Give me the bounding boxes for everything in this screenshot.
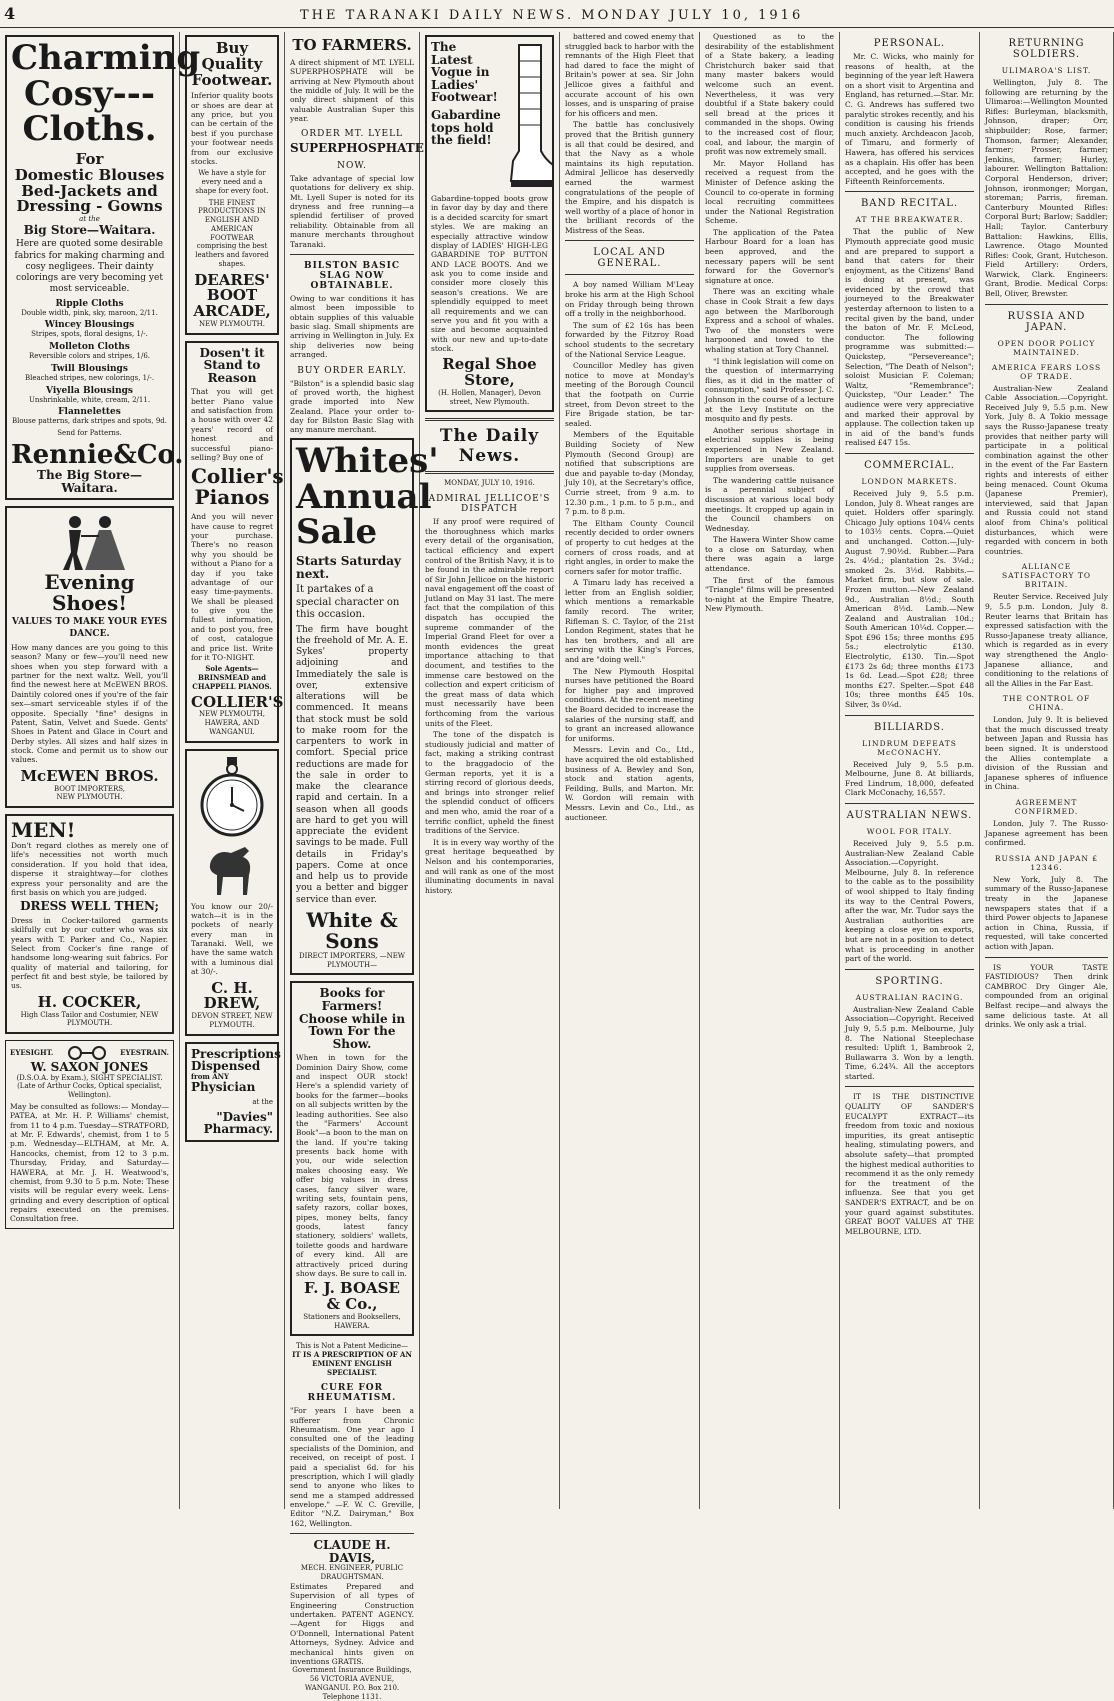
cocker-body: Don't regard clothes as merely one of life's necessities not worth much consideration. If you hold that idea, disperse it straightway—for clothes express your personality and are the first basis on which you are judged. [11, 841, 168, 897]
deares-line-2: THE FINEST PRODUCTIONS IN ENGLISH AND AMERICAN FOOTWEAR comprising the best leathers and favored shapes. [195, 198, 269, 268]
russia-body: Australian-New Zealand Cable Association.—Copyright. Received July 9, 5.5 p.m. New York, July 8. A Tokio message says the Russo-Japanese treaty provides that neither party will participate in a political combination against the other in the event of the Far Eastern rights and interests of either being menaced. Count Okuma (Japanese Premier), interviewed, said that Japan and Russia could not stand aloof from China's political disturbances, which were regarded with concern in both countries. [985, 383, 1108, 556]
rennie-at-the: at the [79, 215, 100, 224]
local-item: The sum of £2 16s has been forwarded by the Fitzroy Road school students to the secretary of the National Service League. [565, 320, 694, 359]
column-7 [840, 32, 980, 1509]
russia-japan-sub: RUSSIA AND JAPAN £ 12346. [994, 853, 1099, 872]
local-item: A Timaru lady has received a letter from an English soldier, which mentions a remarkable family record. The writer, Rifleman S. C. Taylor, of the 21st London Regiment, states that he has ten brothers, and all are serving with the King's Forces, and are "doing well." [565, 578, 694, 665]
cambroc-advertisement: IS YOUR TASTE FASTIDIOUS? Then drink CAMBROC Dry Ginger Ale, compounded from an original Belfast recipe—and always the same delicious taste. At all drinks. We only ask a trial. [985, 962, 1108, 1030]
rennie-for: For [75, 150, 104, 169]
collier-agents: Sole Agents— BRINSMEAD and CHAPPELL PIANOS. [192, 664, 272, 691]
alliance-sub: ALLIANCE SATISFACTORY TO BRITAIN. [1001, 562, 1091, 590]
rennie-firm: Rennie&Co. [11, 439, 184, 470]
america-sub: AMERICA FEARS LOSS OF TRADE. [991, 362, 1102, 381]
deares-firm: DEARES' BOOT ARCADE, [193, 270, 271, 320]
collier-body-2: And you will never have cause to regret your purchase. There's no reason why you should be without a Piano for a day if you take advantage of our easy time-payments. We shall be pleased to give you the fullest information, and to post you, free of cost, catalogue and price list. Write for it TO-NIGHT. [191, 512, 273, 662]
rheumatism-notice [290, 1342, 414, 1528]
farmers-title: TO FARMERS. [292, 36, 412, 54]
whites-role: DIRECT IMPORTERS, —NEW PLYMOUTH— [298, 951, 405, 969]
china-body: London, July 9. It is believed that the much discussed treaty between Japan and Russia has been signed. It is understood the Allies contemplate a division of the Russian and Japanese spheres of influence in China. [985, 715, 1108, 792]
divider [425, 418, 554, 421]
davis-name: CLAUDE H. DAVIS, [313, 1538, 391, 1565]
jones-advertisement [5, 1040, 174, 1229]
pharmacy-type: Pharmacy. [203, 1122, 273, 1137]
rennie-store: Big Store—Waitara. [23, 222, 156, 237]
australian-news-title: AUSTRALIAN NEWS. [846, 810, 973, 821]
boase-firm: F. J. BOASE & Co., [304, 1279, 400, 1314]
sanders-advertisement: IT IS THE DISTINCTIVE QUALITY OF SANDER'S EUCALYPT EXTRACT—its freedom from toxic and noxious impurities, its great antiseptic healing, stimulating powers, and absolute safety—that prompted the highest medical authorities to recommend it as the only remedy for the treatment of the influenza. See that you get SANDER'S EXTRACT, and be on your guard against substitutes. GREAT BOOT VALUES AT THE MELBOURNE, LTD. [845, 1092, 974, 1236]
local-item: Messrs. Levin and Co., Ltd., have acquired the old established business of A. Bewley and Son, stock and station agents, Feilding, Bulls, and Marton. Mr. W. Gordon will remain with Messrs. Levin and Co., Ltd., as auctioneer. [565, 745, 694, 822]
farmers-notice [290, 36, 424, 249]
davis-role: MECH. ENGINEER, PUBLIC DRAUGHTSMAN. [300, 1564, 404, 1582]
rheumatism-title: IT IS A PRESCRIPTION OF AN EMINENT ENGLISH SPECIALIST. [292, 1350, 412, 1377]
wool-sub: WOOL FOR ITALY. [866, 827, 953, 836]
local-title: LOCAL AND GENERAL. [593, 247, 666, 270]
billiards-sub: LINDRUM DEFEATS McCONACHY. [862, 738, 957, 757]
returning-title: RETURNING SOLDIERS. [1008, 38, 1085, 60]
regal-sub: Gabardine tops hold the field! [431, 107, 501, 148]
newspaper-title: THE TARANAKI DAILY NEWS. MONDAY JULY 10, 1916 [300, 8, 804, 23]
mcewen-sub: VALUES TO MAKE YOUR EYES DANCE. [11, 617, 168, 639]
davis-body: Estimates Prepared and Supervision of all types of Engineering Construction undertaken. PATENT AGENCY.—Agent for Higgs and O'Donnell, International Patent Attorneys, Sydney. Advice and mechanical hints given on inventions GRATIS. [290, 1581, 414, 1666]
rennie-item: Ripple Cloths Double width, pink, sky, maroon, 2/11. [21, 298, 158, 317]
basic-slag-title: BILSTON BASIC SLAG NOW OBTAINABLE. [303, 260, 400, 291]
boase-body: When in town for the Dominion Dairy Show, come and inspect OUR stock! Here's a splendid variety of books for the farmer—books on all subjects written by the leading authorities. See also the "Farmers' Account Book"—a boon to the man on the land. If you're taking presents back home with you, our wide selection makes choosing easy. We offer big values in dress cases, fancy silver ware, writing sets, fountain pens, safety razors, collar boxes, pipes, money belts, fancy goods, latest fancy stationery, soldiers' wallets, toilette goods and hardware of every kind. All are attractively priced during show days. Be sure to call in. [296, 1053, 408, 1278]
divider [985, 957, 1108, 958]
collier-body: That you will get better Piano value and satisfaction from a house with over 42 years' record of honest and successful piano-selling? Buy one of [191, 387, 273, 462]
rennie-item: Twill Blousings Bleached stripes, new colorings, 1/-. [24, 363, 155, 382]
band-body: That the public of New Plymouth appreciate good music and are prepared to support a band that caters for their enjoyment, as the Citizens' Band is doing at present, was evidenced by the crowd that journeyed to the Breakwater yesterday afternoon to listen to a recital given by the band, under the baton of Mr. F. McLeod, conductor. The following programme was submitted:—Quickstep, "Persevereance"; Selection, "The Death of Nelson"; soloist Musician F. Coleman; Waltz, "Remembrance"; Quickstep, "Our Leader." The audience were very appreciative and marked their approval by applause. The collection taken up in aid of the band's funds realised £47 15s. [845, 227, 974, 448]
local-item: "I think legislation will come on the question of intermarrying flies, as it did in the matter of consumption," said Professor J. C. Johnson in the course of a lecture at the Levy Institute on the mosquito and fly pests. [705, 356, 834, 424]
wool-body: Received July 9, 5.5 p.m. Australian-New Zealand Cable Association.—Copyright. Melbourne, July 8. In reference to the cable as to the possibility of wool shipped to Italy finding its way to the Central Powers, after the war, Mr. Tudor says the Australian authorities are keeping a close eye on exports, but are not in a position to detect what is proceeding in another part of the world. [845, 839, 974, 964]
farmers-order: ORDER MT. LYELL [300, 129, 404, 140]
rennie-uses: Domestic Blouses Bed-Jackets and Dressing - Gowns [14, 165, 165, 216]
basic-slag-order: BUY ORDER EARLY. [297, 365, 407, 376]
local-item: Councillor Medley has given notice to move at Monday's meeting of the Borough Council that the footpath on Currie street, from Devon street to the Fire Brigade station, be tar-sealed. [565, 361, 694, 428]
pocket-watch-icon [197, 755, 267, 839]
page-number: 4 [4, 4, 16, 23]
farmers-body: A direct shipment of MT. LYELL SUPERPHOSPHATE will be arriving at New Plymouth about the middle of July. It will be the only direct shipment of this valuable Australian Super this year. [290, 57, 414, 123]
rennie-intro: Here are quoted some desirable fabrics for making charming and cosy negligees. Their dainty colorings are very becoming yet most serviceable. [14, 239, 165, 295]
ulimaroa-sub: ULIMAROA'S LIST. [1001, 66, 1092, 75]
regal-firm: Regal Shoe Store, [442, 355, 537, 390]
personal-body: Mr. C. Wicks, who mainly for reasons of health, at the beginning of the year left Hawera on a short visit to Argentina and England, has returned.—Star. Mr. C. G. Andrews has suffered two paralytic strokes recently, and his condition is causing his friends much anxiety. Archdeacon Jacob, of Timaru, and formerly of Hawera, has offered his services as a chaplain. His offer has been accepted, and he goes with the Fifteenth Reinforcements. [845, 52, 974, 186]
pharmacy-line-2: Dispensed [191, 1059, 261, 1074]
pharmacy-name: "Davies" [216, 1109, 273, 1124]
jones-body: May be consulted as follows:— Monday—PATEA, at Mr. H. P. Williams' chemist, from 11 to 4 p.m. Tuesday—STRATFORD, at Mr. F. Edwards', chemist, from 1 to 5 p.m. Wednesday—ELTHAM, at Mr. A. Hancocks, chemist, from 12 to 3 p.m. Thursday, Friday, and Saturday—HAWERA, at Mr. J. H. Weatwood's, chemist, from 9.30 to 5 p.m. Note: These visits will be regular every week. Lens-grinding and every description of optical repairs executed on the premises. Consultation free. [10, 1101, 169, 1224]
boot-icon [505, 41, 557, 191]
collier-towns: NEW PLYMOUTH, HAWERA, AND WANGANUI. [199, 710, 265, 736]
cocker-body-2: Dress in Cocker-tailored garments skilfully cut by our cutter who was six years with T. Parker and Co., Napier. Select from Cocker's fine range of handsome long-wearing suit fabrics. For quality of material and tailoring, for perfect fit and best style, be tailored by us. [11, 915, 168, 991]
regal-headline: The Latest Vogue in Ladies' Footwear! [431, 40, 498, 105]
rennie-item: Wincey Blousings Stripes, spots, floral designs, 1/-. [31, 320, 148, 339]
spectacles-icon [62, 1045, 112, 1061]
local-item: The wandering cattle nuisance is a perennial subject of discussion at various local body meetings. It cropped up again in the Council chambers on Wednesday. [705, 475, 834, 533]
alliance-body: Reuter Service. Received July 9, 5.5 p.m. London, July 8. Reuter learns that Britain has expressed satisfaction with the Russo-Japanese treaty alliance, which is regarded as in every way strengthened the Anglo-Japanese alliance, and conditioning to the relations of all the Allies in the Far East. [985, 592, 1108, 688]
whites-body: It partakes of a special character on this occasion. [296, 584, 400, 621]
paper-date: MONDAY, JULY 10, 1916. [444, 479, 535, 488]
horse-icon [197, 839, 267, 899]
billiards-body: Received July 9, 5.5 p.m. Melbourne, June 8. At billiards, Fred Lindrum, 18,000, defeated Clark McConachy, 16,557. [845, 759, 974, 798]
whites-title-3: Sale [296, 512, 378, 553]
cocker-advertisement [5, 814, 174, 1034]
cocker-sub: DRESS WELL THEN; [20, 899, 159, 914]
local-item: Mr. Mayor Holland has received a request from the Minister of Defence asking the Council to co-operate in forming local recruiting committees under the National Registration Scheme. [705, 158, 834, 226]
column-1 [0, 32, 201, 1509]
local-item: The application of the Patea Harbour Board for a loan has been approved, and the necessary papers will be sent forward for the Governor's signature at once. [705, 227, 834, 285]
rennie-send: Send for Patterns. [57, 429, 122, 438]
drew-address: DEVON STREET, NEW PLYMOUTH. [191, 1012, 273, 1029]
editorial-title: ADMIRAL JELLICOE'S DISPATCH [428, 494, 551, 515]
jones-name: W. SAXON JONES [30, 1060, 149, 1075]
sporting-title: SPORTING. [875, 975, 944, 987]
boase-headline: Books for Farmers! Choose while in Town For the Show. [298, 986, 406, 1051]
drew-firm: C. H. DREW, [203, 978, 261, 1013]
divider [845, 1086, 974, 1087]
pharmacy-advertisement [185, 1042, 279, 1142]
basic-slag-body-2: "Bilston" is a splendid basic slag of proved worth, the highest grade imported into New Zealand. Place your order to-day for Bilston Basic Slag with any manure merchant. [290, 378, 414, 435]
deares-town: NEW PLYMOUTH. [199, 319, 265, 328]
rennie-items [11, 299, 168, 427]
regal-advertisement [425, 35, 554, 412]
divider [425, 471, 554, 474]
divider [845, 715, 974, 716]
pharmacy-line-4: Physician [191, 1080, 256, 1095]
jones-header [10, 1045, 169, 1061]
regal-address: (H. Hollen, Manager), Devon street, New Plymouth. [438, 388, 541, 406]
whites-body-2: The firm have bought the freehold of Mr. A. E. Sykes' property adjoining and Immediately the sale is over, extensive alterations will be commenced. It means that stock must be sold to make room for the carpenters to work in comfort. Special price reductions are made for the sale in order to make the clearance rapid and certain. In a season when all goods are hard to get you will appreciate the evident savings to be made. Full details in Friday's papers. Come at once and help us to provide you a better and bigger service than ever. [296, 624, 408, 905]
cocker-firm: H. COCKER, [37, 992, 142, 1011]
collier-headline: Dosen't it Stand to Reason [199, 345, 265, 385]
russia-japan-body: New York, July 8. The summary of the Russo-Japanese treaty in the Japanese newspapers states that if a third Power objects to Japanese action in China, Russia, if requested, will take concerted action with Japan. [985, 874, 1108, 951]
divider [565, 274, 694, 275]
davis-advertisement [290, 1539, 414, 1701]
regal-header [431, 41, 548, 191]
local-item: A boy named William M'Leay broke his arm at the High School on Friday through being thrown off a trolly in the neighborhood. [565, 280, 694, 319]
jones-right: EYESTRAIN. [120, 1047, 169, 1057]
davis-address: Government Insurance Buildings, 56 VICTORIA AVENUE, WANGANUI. P.O. Box 210. Telephone 1131. [292, 1666, 412, 1701]
basic-slag-notice [290, 261, 414, 435]
drew-advertisement [185, 749, 279, 1036]
jones-quals: (D.S.O.A. by Exam.), SIGHT SPECIALIST. (Late of Arthur Cocks, Optical specialist, Wellington). [16, 1073, 163, 1100]
pharmacy-line-3: from ANY [191, 1071, 230, 1081]
whites-firm: White & Sons [306, 907, 398, 953]
rheumatism-cure: CURE FOR RHEUMATISM. [307, 1383, 397, 1404]
farmers-body-2: Take advantage of special low quotations for delivery ex ship. Mt. Lyell Super is noted for its dryness and free running—a splendid fertiliser of proved reliability. Obtainable from all manure merchants throughout Taranaki. [290, 173, 414, 249]
mcewen-headline: Evening Shoes! [44, 570, 135, 616]
china-sub: THE CONTROL OF CHINA. [1002, 694, 1091, 713]
column-8 [980, 32, 1114, 1509]
local-item: Questioned as to the desirability of the establishment of a State bakery, a leading Christchurch baker said that many master bakers would welcome such an event. Nevertheless, it was very doubtful if a State bakery could sell bread at the prices it commanded in the shops. Owing to the increased cost of flour, coal, and labour, the margin of profit was now extremely small. [705, 32, 834, 157]
local-item: The Eltham County Council recently decided to order owners of property to cut hedges at the corners of cross roads, and at right angles, in order to make the corners safer for motor traffic. [565, 518, 694, 576]
whites-advertisement [290, 438, 439, 976]
editorial [425, 517, 554, 895]
pharmacy-line-1: Prescriptions [191, 1046, 281, 1061]
column-5 [560, 32, 700, 1509]
divider [290, 1533, 414, 1534]
returning-body: Wellington, July 8. The following are returning by the Ulimaroa:—Wellington Mounted Rifles: Burleyman, blacksmith, Johnson, draper; Orr, shipbuilder; Rose, farmer; Thomson, farmer; Alexander, farmer; Prosser, farmer; Jenkins, farmer; Hurley, labourer. Wellington Battalion: Corporal Henderson, driver; Johnson, ironmonger; Morgan, storeman; Parris, fireman. Canterbury Mounted Rifles: Corporal Burt; Barlow; Saddler; Hall; Taylor. Canterbury Battalion: Hawkins, Ellis, Lawrence. Otago Mounted Rifles: Cook, Grant, Hutcheson. Field Artillery: Orders, Warwick, Clark. Engineers: Grant, Brodie. Medical Corps: Bell, Oliver, Brewster. [985, 78, 1108, 299]
boase-role: Stationers and Booksellers, HAWERA. [303, 1312, 401, 1330]
masthead [0, 0, 1114, 28]
racing-body: Australian-New Zealand Cable Association—Copyright. Received July 9, 5.5 p.m. Melbourne, July 8. The National Steeplechase resulted: Uplift 1, Bambrook 2, Bullawarra 3. Won by a length. Time, 6.24¾. All the acceptors started. [845, 1004, 974, 1081]
billiards-title: BILLIARDS. [874, 721, 945, 733]
paper-title: The Daily News. [439, 426, 540, 467]
divider [845, 191, 974, 192]
cocker-headline: MEN! [11, 818, 76, 843]
local-item: The Hawera Winter Show came to a close on Saturday, when there was again a large attendance. [705, 535, 834, 574]
drew-body: You know our 20/- watch—it is in the pockets of nearly every man in Taranaki. Well, we have the same watch with a luminous dial at 30/-. [191, 901, 273, 977]
cocker-address: High Class Tailor and Costumier, NEW PLYMOUTH. [20, 1010, 159, 1028]
local-item: Members of the Equitable Building Society of New Plymouth (Second Group) are notified that subscriptions are due and payable to-day (Monday, July 10), at the Secretary's office, Currie street, from 9 a.m. to 12.30 p.m., 1 p.m. to 5 p.m., and 7 p.m. to 8 p.m. [565, 430, 694, 517]
farmers-product: SUPERPHOSPHATE [290, 141, 424, 156]
column-6 [700, 32, 840, 1509]
deares-body: Inferior quality boots or shoes are dear at any price, but you can be certain of the best if you purchase your footwear needs from our exclusive stocks. [191, 91, 273, 166]
markets-body: Received July 9, 5.5 p.m. London, July 8. Wheat ranges are quiet. Holders offer sparingly. Chicago July options 104¼ cents to 103½ cents. Copra.—Quiet and unchanged. Cotton.—July-August 7.90½d. Rubber.—Para 2s. 4½d.; plantation 2s. 3¼d.; smoked 2s. 3½d. Rabbits.—Market firm, but slow of sale. Frozen mutton.—New Zealand 9d., Australian 8½d.; South American 8½d. Lamb.—New Zealand and Australian 10d.; South American 10¼d. Copper.—Spot £96 15s; three months £95 5s.; electrolytic £130. Electrolytic, £130. Tin.—Spot £173 2s 6d; three months £173 1s 6d. Lead.—Spot £28; three months £27. Spelter.—Spot £48 10s; three months £45 10s. Silver, 3s 0¼d. [845, 488, 974, 710]
commercial-title: COMMERCIAL. [864, 459, 955, 471]
divider [845, 803, 974, 804]
collier-firm: COLLIER'S [191, 692, 284, 711]
editorial-paragraph: If any proof were required of the thoroughness which marks every detail of the organisation, tactical efficiency and expert control of the British Navy, it is to be found in the admirable report of Sir John Jellicoe on the historic naval engagement off the coast of Jutland on May 31 last. The mere fact that the compilation of this dispatch has occupied the supreme commander of the Imperial Grand Fleet for over a month evidences the great importance attaching to that document, and testifies to the immense care bestowed on the collection and expert criticism of the great mass of data which must necessarily have been forthcoming from the various units of the Fleet. [425, 517, 554, 728]
rennie-headline: Charming Cosy--- Cloths. [11, 38, 201, 150]
band-title: BAND RECITAL. [860, 198, 959, 210]
band-sub: AT THE BREAKWATER. [855, 215, 964, 225]
whites-title-2: Annual [296, 476, 432, 517]
rennie-footer: The Big Store—Waitara. [37, 468, 142, 495]
markets-title: LONDON MARKETS. [861, 476, 958, 486]
basic-slag-body: Owing to war conditions it has almost been impossible to obtain supplies of this valuable basic slag. Small shipments are arriving in Wellington in July. Ex ship deliveries now being arranged. [290, 293, 414, 360]
local-item: There was an exciting whale chase in Cook Strait a few days ago between the Marlborough Express and a school of whales. Two of the monsters were harpooned and towed to the whaling station at Tory Channel. [705, 287, 834, 354]
collier-big: Collier's Pianos [191, 464, 284, 510]
rheumatism-pre: This is Not a Patent Medicine— [296, 1342, 408, 1351]
divider [290, 254, 414, 255]
deares-line-1: We have a style for every need and a shape for every foot. [195, 169, 269, 195]
divider [565, 240, 694, 241]
editorial-continued: battered and cowed enemy that struggled back to harbor with the remnants of the High Fleet that had dared to face the might of Britain's power at sea. Sir John Jellicoe gives a faithful and accurate account of his own losses, and is unsparing of praise for his officers and men. [565, 32, 694, 118]
deares-advertisement [185, 35, 279, 335]
mcewen-role: BOOT IMPORTERS, [54, 784, 125, 793]
whites-starts: Starts Saturday next. [296, 553, 401, 581]
rheumatism-body: "For years I have been a sufferer from Chronic Rheumatism. One year ago I consulted one of the leading specialists of the Dominion, and received, on receipt of post. I paid a specialist 6d. for his prescription, which I will gladly send to anyone who likes to send me a stamped addressed envelope." —F. W. C. Greville, Editor "N.Z. Dairyman," Box 162, Wellington. [290, 1406, 414, 1528]
regal-body: Gabardine-topped boots grow in favor day by day and there is a decided scarcity for smart styles. We are making an especially attractive window display of LADIES' HIGH-LEG GABARDINE TOP BUTTON AND LACE BOOTS. And we ask you to come inside and consider more closely this season's creations. We are splendidly equipped to meet all requirements and we can serve you and fit you with a size and become acquainted with our new and up-to-date stock. [431, 194, 548, 353]
column-4 [420, 32, 560, 1509]
regal-text [431, 41, 501, 191]
confirmed-body: London, July 7. The Russo-Japanese agreement has been confirmed. [985, 819, 1108, 848]
rennie-item: Viyella Blousings Unshrinkable, white, cream, 2/11. [28, 385, 151, 404]
mcewen-body: How many dances are you going to this season? Many or few—you'll need new shoes when you step forward with a partner for the next waltz. Well, you'll find the newest here at McEWEN BROS. Daintily colored ones if you're of the fair sex—smart serviceable styles if of the opposite. Specially "fine" designs in Patent, Satin, Velvet and Suede. Gents' Shoes in Patent and Glace in Court and Derby styles. All sizes and half sizes in stock. Come and permit us to show our values. [11, 642, 168, 765]
divider [845, 453, 974, 454]
editorial-paragraph: The tone of the dispatch is studiously judicial and matter of fact, making a striking contrast to the braggadocio of the German reports, yet it is a stirring record of glorious deeds, and brings into stronger relief the splendid conduct of officers and men who, amid the roar of a terrific conflict, upheld the finest traditions of the Service. [425, 730, 554, 836]
racing-sub: AUSTRALIAN RACING. [855, 992, 964, 1002]
local-item: The first of the famous "Triangle" films will be presented to-night at the Empire Theatre, New Plymouth. [705, 575, 834, 614]
confirmed-sub: AGREEMENT CONFIRMED. [1014, 798, 1079, 817]
jones-left: EYESIGHT. [10, 1047, 54, 1057]
divider [845, 969, 974, 970]
boase-advertisement [290, 981, 414, 1336]
russia-title: RUSSIA AND JAPAN. [1007, 310, 1086, 333]
pharmacy-at: at the [252, 1098, 273, 1107]
local-item: Another serious shortage in electrical supplies is being experienced in New Zealand. Importers are unable to get supplies from overseas. [705, 425, 834, 474]
deares-headline: Buy Quality Footwear. [191, 39, 273, 89]
collier-advertisement [185, 341, 284, 743]
rennie-advertisement [5, 35, 201, 500]
column-2 [180, 32, 285, 1509]
farmers-now: NOW. [337, 160, 367, 171]
mcewen-firm: McEWEN BROS. [20, 766, 159, 785]
dancing-couple-icon [15, 512, 165, 572]
local-item: The New Plymouth Hospital nurses have petitioned the Board for higher pay and improved conditions. At the recent meeting the Board decided to increase the salaries of the nursing staff, and to grant an increased allowance for uniforms. [565, 666, 694, 743]
rennie-item: Flannelettes Blouse patterns, dark stripes and spots, 9d. [12, 407, 167, 426]
policy-sub: OPEN DOOR POLICY MAINTAINED. [997, 338, 1096, 357]
personal-title: PERSONAL. [873, 38, 946, 49]
column-3 [285, 32, 439, 1701]
mcewen-town: NEW PLYMOUTH. [56, 793, 123, 802]
rennie-item: Molleton Cloths Reversible colors and stripes, 1/6. [28, 342, 151, 361]
whites-title-1: Whites' [296, 440, 439, 481]
editorial-continued: The battle has conclusively proved that the British gunnery is all that could be desired, and that the Navy as a whole maintains its high reputation. Admiral Jellicoe has deservedly earned the warmest congratulations of the people of the Empire, and his dispatch is well worthy of a place of honor in the brilliant records of the Mistress of the Seas. [565, 120, 694, 235]
divider [985, 304, 1108, 305]
mcewen-advertisement [5, 506, 174, 808]
editorial-paragraph: It is in every way worthy of the great heritage bequeathed by Nelson and his contemporaries, and will rank as one of the most illuminating documents in naval history. [425, 837, 554, 895]
